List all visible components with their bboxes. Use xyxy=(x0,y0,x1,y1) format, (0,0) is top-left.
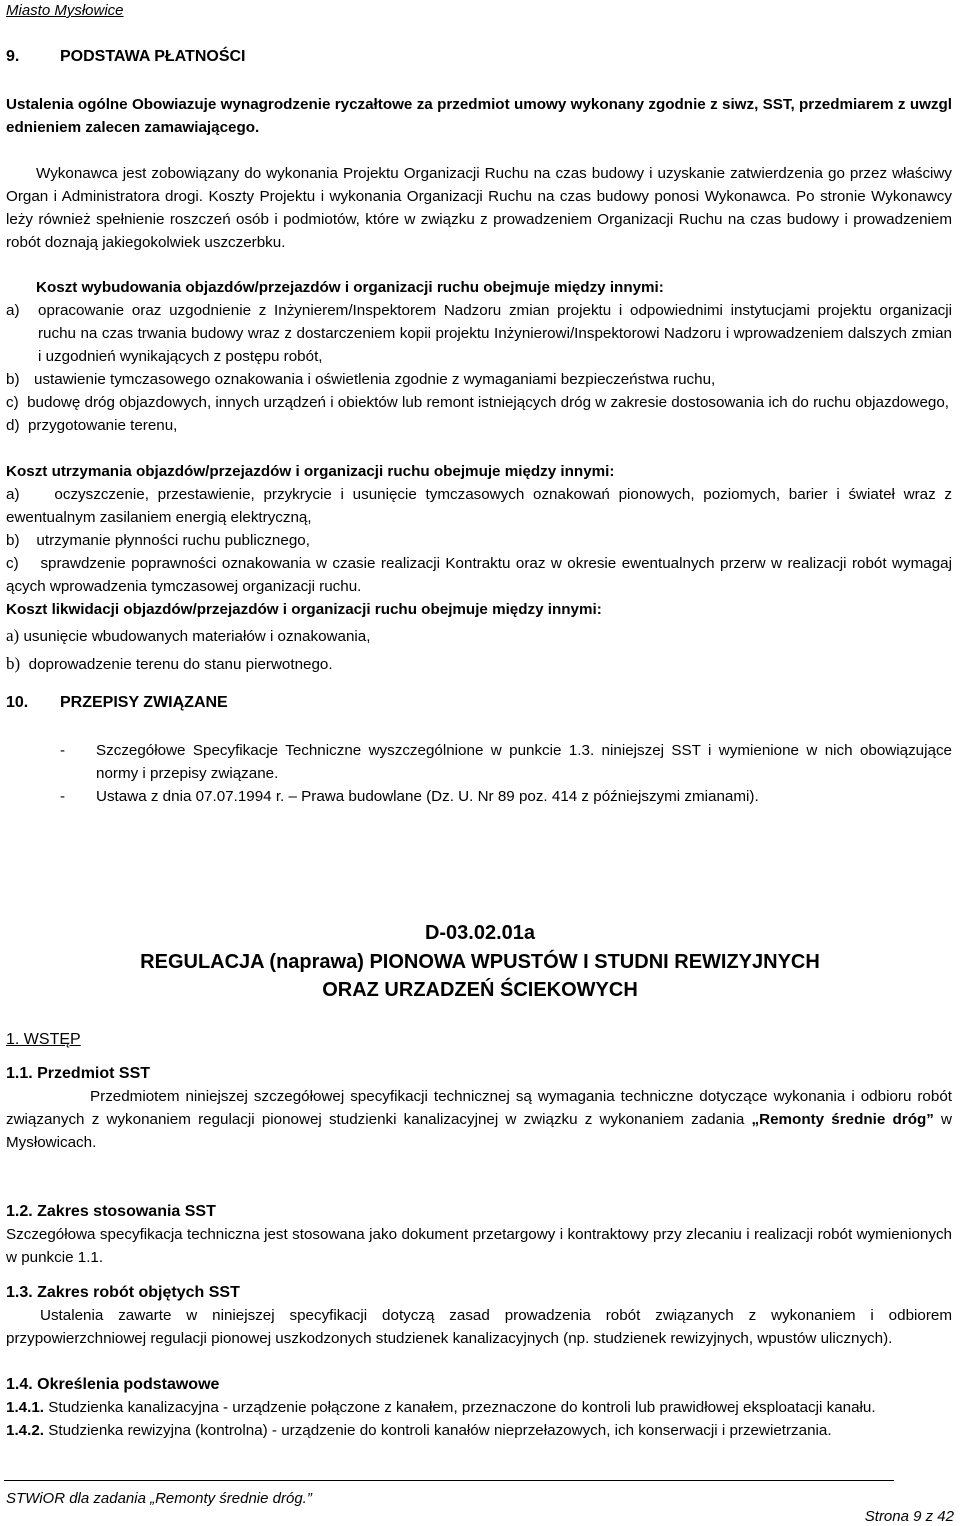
liquidation-cost-heading: Koszt likwidacji objazdów/przejazdów i organizacji ruchu obejmuje między innymi: xyxy=(6,601,602,618)
definition-text: Studzienka rewizyjna (kontrolna) - urządzenie do kontroli kanałów nieprzełazowych, ich konserwacji i przewietrzania. xyxy=(44,1422,832,1439)
section-9-title: PODSTAWA PŁATNOŚCI xyxy=(60,48,246,65)
footer-task: STWiOR dla zadania „Remonty średnie dróg.” xyxy=(6,1490,312,1507)
item-label: b) xyxy=(6,371,20,388)
maintenance-cost-list xyxy=(6,483,952,598)
item-label: a) xyxy=(6,626,20,645)
subsection-1-4-heading: 1.4. Określenia podstawowe xyxy=(6,1376,220,1393)
item-label: d) xyxy=(6,417,20,434)
item-text: Szczegółowe Specyfikacje Techniczne wyszczególnione w punkcie 1.3. niniejszej SST i wymienione w nich obowiązujące normy i przepisy związane. xyxy=(96,742,952,782)
item-text: doprowadzenie terenu do stanu pierwotnego. xyxy=(28,656,333,673)
list-item xyxy=(6,414,952,437)
paragraph-part-b: Koszty Projektu i wykonania Organizacji Ruchu na czas budowy ponosi Wykonawca. xyxy=(208,188,791,205)
section-10-number: 10. xyxy=(6,694,29,711)
page-number: Strona 9 z 42 xyxy=(864,1508,954,1525)
item-label: a) xyxy=(6,302,20,319)
task-name: „Remonty średnie dróg” xyxy=(751,1111,934,1128)
definition-1-4-1 xyxy=(6,1396,952,1419)
item-label: - xyxy=(60,742,66,759)
list-item xyxy=(6,529,952,552)
section-9-number: 9. xyxy=(6,48,20,65)
item-label: c) xyxy=(6,394,19,411)
section-9-paragraph xyxy=(6,162,952,254)
build-cost-list xyxy=(6,299,952,437)
item-label: b) xyxy=(6,532,20,549)
regulations-list xyxy=(60,739,952,808)
paragraph-part-c: Po stronie Wykonawcy leży również spełnienie roszczeń osób i podmiotów, które w związku z prowadzeniem Organizacji Ruchu na czas budowy i prowadzeniem robót doznają jakiegokolwiek uszczerbku. xyxy=(6,188,952,251)
item-label: b) xyxy=(6,654,21,673)
list-item xyxy=(60,785,952,808)
subsection-1-1-heading: 1.1. Przedmiot SST xyxy=(6,1065,151,1082)
list-item xyxy=(6,391,952,414)
list-item xyxy=(6,368,952,391)
list-item xyxy=(6,483,952,529)
item-text: usunięcie wbudowanych materiałów i oznakowania, xyxy=(23,628,371,645)
list-item xyxy=(60,739,952,785)
item-text: ustawienie tymczasowego oznakowania i oświetlenia zgodnie z wymaganiami bezpieczeństwa ruchu, xyxy=(34,371,716,388)
item-label: c) xyxy=(6,555,19,572)
subsection-1-3-text: Ustalenia zawarte w niniejszej specyfikacji dotyczą zasad prowadzenia robót związanych z wykonaniem i odbiorem przypowierzchniowej regulacji pionowej uszkodzonych studzienek kanalizacyjnych (np. studzienek rewizyjnych, wpustów ulicznych). xyxy=(6,1307,952,1347)
definition-number: 1.4.1. xyxy=(6,1399,44,1416)
definition-number: 1.4.2. xyxy=(6,1422,44,1439)
item-text: oczyszczenie, przestawienie, przykrycie i usunięcie tymczasowych oznakowań pionowych, poziomych, barier i świateł wraz z ewentualnym zasilaniem energią elektryczną, xyxy=(6,486,952,526)
item-text: opracowanie oraz uzgodnienie z Inżynierem/Inspektorem Nadzoru zmian projektu i odpowiednimi instytucjami projektu organizacji ruchu na czas trwania budowy wraz z dostarczeniem kopii projektu Inżynierowi/Inspektorowi Nadzoru i wprowadzeniem dalszych zmian i uzgodnień wynikających z postępu robót, xyxy=(38,302,952,365)
maintenance-cost-heading: Koszt utrzymania objazdów/przejazdów i organizacji ruchu obejmuje między innymi: xyxy=(6,463,615,480)
subsection-1-2-text: Szczegółowa specyfikacja techniczna jest stosowana jako dokument przetargowy i kontraktowy przy zlecaniu i realizacji robót wymienionych w punkcie 1.1. xyxy=(6,1226,952,1266)
section-10-title: PRZEPISY ZWIĄZANE xyxy=(60,694,228,711)
item-text: Ustawa z dnia 07.07.1994 r. – Prawa budowlane (Dz. U. Nr 89 poz. 414 z późniejszymi zmianami). xyxy=(96,788,759,805)
build-cost-heading: Koszt wybudowania objazdów/przejazdów i organizacji ruchu obejmuje między innymi: xyxy=(36,279,664,296)
item-text: utrzymanie płynności ruchu publicznego, xyxy=(36,532,310,549)
subsection-1-1-text xyxy=(6,1085,952,1154)
footer-divider xyxy=(4,1480,894,1481)
list-item xyxy=(6,650,952,678)
item-label: a) xyxy=(6,486,20,503)
liquidation-cost-list xyxy=(6,622,952,678)
paragraph-part-a: Wykonawca jest zobowiązany do wykonania Projektu Organizacji Ruchu na czas budowy i uzyskanie zatwierdzenia go przez właściwy Organ i Administratora drogi. xyxy=(6,165,952,205)
item-label: - xyxy=(60,788,66,805)
list-item xyxy=(6,622,952,650)
item-text: sprawdzenie poprawności oznakowania w czasie realizacji Kontraktu oraz w okresie ewentualnych przerw w realizacji robót wymagaj ących wprowadzenia tymczasowej organizacji ruchu. xyxy=(6,555,952,595)
item-text: przygotowanie terenu, xyxy=(27,417,178,434)
subject-text-end: w Mysłowicach. xyxy=(6,1111,953,1151)
list-item xyxy=(6,552,952,598)
subject-text: Przedmiotem niniejszej szczegółowej specyfikacji technicznej są wymagania techniczne dotyczące wykonania i odbioru robót związanych z wykonaniem regulacji pionowej studzienki kanalizacyjnej w związku z wykonaniem zadania xyxy=(6,1088,952,1128)
definition-text: Studzienka kanalizacyjna - urządzenie połączone z kanałem, przeznaczone do kontroli lub prawidłowej eksploatacji kanału. xyxy=(44,1399,876,1416)
list-item xyxy=(6,299,952,368)
header-city: Miasto Mysłowice xyxy=(6,2,124,19)
general-terms: Ustalenia ogólne Obowiazuje wynagrodzenie ryczałtowe za przedmiot umowy wykonany zgodnie z siwz, SST, przedmiarem z uwzgl​ednieniem zalecen zamawiającego. xyxy=(6,96,952,136)
intro-heading: 1. WSTĘP xyxy=(6,1031,81,1048)
item-text: budowę dróg objazdowych, innych urządzeń i obiektów lub remont istniejących dróg w zakresie dostosowania ich do ruchu objazdowego, xyxy=(27,394,950,411)
document-title-line-2: ORAZ URZADZEŃ ŚCIEKOWYCH xyxy=(322,979,638,1001)
subsection-1-2-heading: 1.2. Zakres stosowania SST xyxy=(6,1203,216,1220)
definition-1-4-2 xyxy=(6,1419,952,1442)
document-code: D-03.02.01a xyxy=(424,922,536,944)
subsection-1-3-heading: 1.3. Zakres robót objętych SST xyxy=(6,1284,240,1301)
document-title-line-1: REGULACJA (naprawa) PIONOWA WPUSTÓW I STUDNI REWIZYJNYCH xyxy=(140,951,820,973)
